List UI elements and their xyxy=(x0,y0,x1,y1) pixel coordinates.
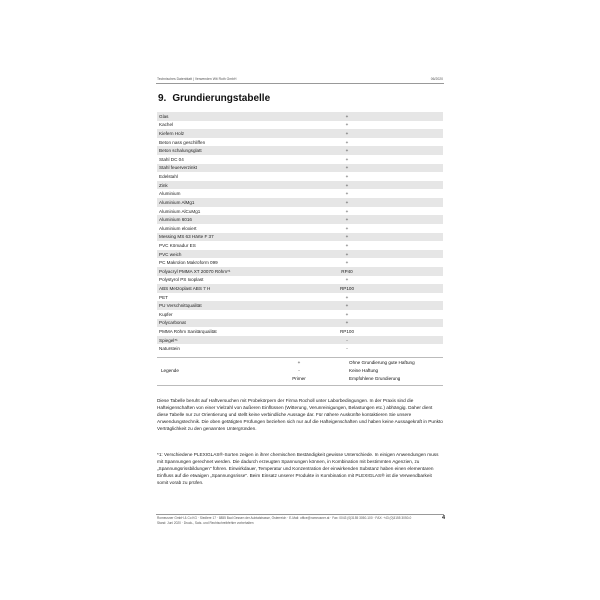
table-row: Beton schalungsglatt + xyxy=(157,146,443,155)
material-name: Messing MS 63 Härte F 37 xyxy=(159,234,214,240)
disclaimer-paragraph xyxy=(157,397,443,432)
table-row: Glas + xyxy=(157,112,443,121)
table-row: Edelstahl + xyxy=(159,174,349,180)
table-row: PET + xyxy=(159,294,349,300)
material-name: Naturstein xyxy=(159,346,180,352)
material-name: Aluminium AlMg1 xyxy=(159,199,195,205)
legend-label: Legende xyxy=(161,368,179,373)
table-row: Aluminium AlMg1 + xyxy=(157,198,443,207)
material-name: Aluminium AlCuMg1 xyxy=(159,208,201,214)
material-name: Kiefern Holz xyxy=(159,131,185,137)
legend-description: Empfohlene Grundierung xyxy=(349,376,401,381)
table-row: Kupfer + xyxy=(159,311,349,317)
primer-table xyxy=(157,112,443,353)
section-title-text: Grundierungstabelle xyxy=(172,93,271,104)
page-header-left: Technisches Datenblatt | Verwenden Wit Roth GmbH xyxy=(157,77,237,81)
material-name: PVC Kömadur ES xyxy=(159,242,196,248)
material-name: Polyacryl PMMA XT 20070 Röhm*¹ xyxy=(159,268,231,274)
material-name: Polycarbonat xyxy=(159,320,186,326)
table-row: Aluminium 6016 + xyxy=(157,215,443,224)
material-name: Polystyrol PS Ixoplast xyxy=(159,277,204,283)
table-row: Zink + xyxy=(157,181,443,190)
table-row: Spiegel*¹ - xyxy=(157,336,443,345)
footer-line: Romeusner GmbH & Co KG · Siedlere 17 · 8855 Bad Gessen der Aubtalstrasse, Österreich · E-Mail: office@romeusner.at · Fax: 0043 (0)3155 3050-100 · FAX: +43 (0)3155 3050-0 xyxy=(157,516,412,520)
page-footer xyxy=(157,516,427,526)
material-name: Edelstahl xyxy=(159,174,178,180)
table-row: Polycarbonat + xyxy=(157,319,443,328)
material-name: PC Makrolon Makroform 099 xyxy=(159,260,218,266)
table-row: ABS Metzoplast ABS 7 H RP100 xyxy=(157,284,443,293)
material-name: Zink xyxy=(159,182,168,188)
header-divider xyxy=(156,83,444,84)
section-number: 9. xyxy=(158,93,167,104)
table-row: Aluminium + xyxy=(159,191,349,197)
page-header-date: 06/2020 xyxy=(430,77,443,81)
material-name: Stahl DC 04 xyxy=(159,156,184,162)
material-name: Glas xyxy=(159,113,169,119)
footer-divider xyxy=(156,514,444,515)
page-number: 4 xyxy=(442,515,446,521)
table-row: Messing MS 63 Härte F 37 + xyxy=(157,233,443,242)
table-row: Polystyrol PS Ixoplast + xyxy=(159,277,349,283)
table-row: PVC Kömadur ES + xyxy=(159,242,349,248)
footer-line: Stand: Juni 2020 · Druck-, Satz- und Rechtschreibfehler vorbehalten xyxy=(157,520,254,525)
material-name: Stahl feuerverzinkt xyxy=(159,165,198,171)
material-name: PVC weich xyxy=(159,251,182,257)
table-row: PC Makrolon Makroform 099 + xyxy=(159,260,349,266)
material-name: Spiegel*¹ xyxy=(159,337,178,343)
table-row: Stahl DC 04 + xyxy=(159,156,349,162)
table-row: Polyacryl PMMA XT 20070 Röhm*¹ RP40 xyxy=(157,267,443,276)
material-name: Beton nass geschliffen xyxy=(159,139,206,145)
footnote-text: *1: Verschiedene PLEXIGLAS®-Sorten zeigen in ihrer chemischen Beständigkeit gewisse Unterschiede. In einigen Anwendungen muss mit Spannungen gerechnet werden. Die dadurch erzeugten Spannungen können, in Kombination mit bestimmten Agenzien, zu „Spannungsrissbildungen" führen. Einwirkdauer, Temperatur und Konzentration der einwirkenden Substanz haben einen elementaren Einfluss auf die etwaigen „Spannungsrisse". Beim Einsatz unserer Produkte in Kombination mit PLEXIGLAS® ist die Verwendbarkeit somit vorab zu prüfen. xyxy=(157,452,439,486)
table-row: Kachel + xyxy=(159,122,349,128)
table-row: PU Verschnittqualität + xyxy=(157,301,443,310)
section-title xyxy=(158,93,270,104)
table-row: Aluminium AlCuMg1 + xyxy=(159,208,349,214)
table-row: Beton nass geschliffen + xyxy=(159,139,349,145)
legend-description: Ohne Grundierung gute Haftung xyxy=(349,360,415,365)
material-name: PMMA Röhm Sanitärqualität xyxy=(159,329,217,335)
table-row: Naturstein - xyxy=(159,346,348,352)
material-name: Aluminium 6016 xyxy=(159,217,192,223)
material-name: Kupfer xyxy=(159,311,173,317)
material-name: Kachel xyxy=(159,122,174,128)
legend: Legende + Ohne Grundierung gute Haftung - Keine Haftung Primer Empfohlene Grundierung xyxy=(157,357,443,386)
footnote-paragraph xyxy=(157,451,443,486)
table-row: Stahl feuerverzinkt + xyxy=(157,164,443,173)
disclaimer-text: Diese Tabelle beruht auf Haftversuchen mit Probekörpern der Firma Rocholl unter Laborbedingungen. In der Praxis sind die Hafteigenschaften von einer Vielzahl von äußeren Einflüssen (Witterung, Verunreinigungen, Belastungen etc.) abhängig. Daher dient diese Tabelle nur zur Orientierung und stellt keine verbindliche Aussage dar. Für nähere Auskünfte kontaktieren Sie unsere Anwendungstechnik. Die oben getätigten Prüfungen beziehen sich nur auf die Hafteigenschaften und haben keine Aussagekraft in Punkto Verträglichkeit zu den genannten Untergründen. xyxy=(157,398,443,432)
table-row: Aluminium eloxiert + xyxy=(159,225,349,231)
legend-description: Keine Haftung xyxy=(349,368,379,373)
material-name: PET xyxy=(159,294,168,300)
material-name: PU Verschnittqualität xyxy=(159,303,202,309)
material-name: ABS Metzoplast ABS 7 H xyxy=(159,285,211,291)
material-name: Aluminium eloxiert xyxy=(159,225,197,231)
table-row: Kiefern Holz + xyxy=(157,129,443,138)
table-row: PMMA Röhm Sanitärqualität RP100 xyxy=(159,329,355,335)
table-row: PVC weich + xyxy=(157,250,443,259)
material-name: Aluminium xyxy=(159,191,181,197)
material-name: Beton schalungsglatt xyxy=(159,148,202,154)
